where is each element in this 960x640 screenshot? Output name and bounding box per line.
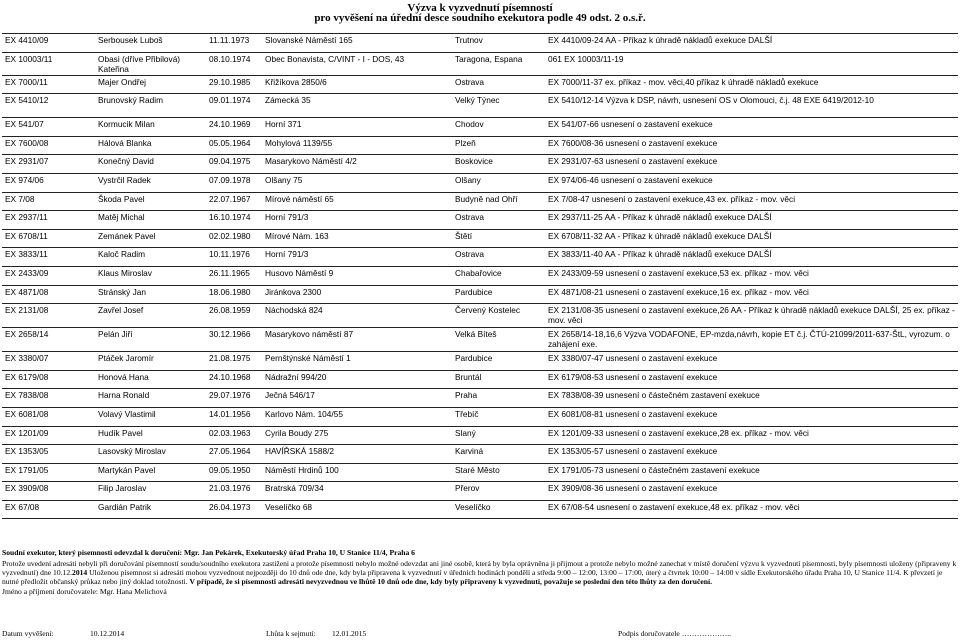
description-cell: EX 7/08-47 usnesení o zastavení exekuce,43 ex. příkaz - mov. věci — [545, 192, 958, 211]
file-number-cell: EX 10003/11 — [2, 52, 95, 75]
city-cell: Plzeň — [452, 136, 545, 155]
city-cell: Chodov — [452, 118, 545, 137]
table-row — [2, 285, 958, 304]
notice-text-year: 2014 — [72, 568, 88, 578]
table-row — [2, 426, 958, 445]
table-row — [2, 229, 958, 248]
file-number-cell: EX 67/08 — [2, 500, 95, 519]
birth-date-cell: 21.08.1975 — [206, 352, 262, 371]
name-cell: Ptáček Jaromír — [95, 352, 206, 371]
table-row — [2, 370, 958, 389]
address-cell: Pernštýnské Náměstí 1 — [262, 352, 452, 371]
address-cell: Obec Bonavista, C/VINT - I - DOS, 43 — [262, 52, 452, 75]
name-cell: Kaloč Radim — [95, 248, 206, 267]
name-cell: Kormucik Milan — [95, 118, 206, 137]
name-cell: Škoda Pavel — [95, 192, 206, 211]
birth-date-cell: 02.02.1980 — [206, 229, 262, 248]
birth-date-cell: 08.10.1974 — [206, 52, 262, 75]
birth-date-cell: 18.06.1980 — [206, 285, 262, 304]
file-number-cell: EX 2931/07 — [2, 155, 95, 174]
birth-date-cell: 09.04.1975 — [206, 155, 262, 174]
table-row — [2, 94, 958, 118]
birth-date-cell: 29.10.1985 — [206, 75, 262, 94]
description-cell: EX 6708/11-32 AA - Příkaz k úhradě nákladů exekuce DALŠÍ — [545, 229, 958, 248]
city-cell: Ostrava — [452, 75, 545, 94]
description-cell: EX 6179/08-53 usnesení o zastavení exekuce — [545, 370, 958, 389]
address-cell: Mohylová 1139/55 — [262, 136, 452, 155]
name-cell: Pelán Jiří — [95, 328, 206, 352]
address-cell: Jiránkova 2300 — [262, 285, 452, 304]
table-row — [2, 389, 958, 408]
description-cell: EX 2131/08-35 usnesení o zastavení exekuce,26 AA - Příkaz k úhradě nákladů exekuce DALŠÍ, 25 ex. příkaz - mov. věci — [545, 304, 958, 328]
city-cell: Veselíčko — [452, 500, 545, 519]
name-cell: Konečný David — [95, 155, 206, 174]
name-cell: Stránský Jan — [95, 285, 206, 304]
address-cell: Zámecká 35 — [262, 94, 452, 118]
table-row — [2, 500, 958, 519]
table-row — [2, 211, 958, 230]
description-cell: EX 1791/05-73 usnesení o částečném zastavení exekuce — [545, 463, 958, 482]
name-cell: Hudík Pavel — [95, 426, 206, 445]
document-subtitle: pro vyvěšení na úřední desce soudního exekutora podle 49 odst. 2 o.s.ř. — [314, 12, 646, 24]
file-number-cell: EX 1791/05 — [2, 463, 95, 482]
birth-date-cell: 02.03.1963 — [206, 426, 262, 445]
description-cell: 061 EX 10003/11-19 — [545, 52, 958, 75]
description-cell: EX 67/08-54 usnesení o zastavení exekuce,48 ex. příkaz - mov. věci — [545, 500, 958, 519]
address-cell: Cyrila Boudy 275 — [262, 426, 452, 445]
table-row — [2, 248, 958, 267]
name-cell: Honová Hana — [95, 370, 206, 389]
birth-date-cell: 24.10.1969 — [206, 118, 262, 137]
table-row — [2, 266, 958, 285]
file-number-cell: EX 1201/09 — [2, 426, 95, 445]
file-number-cell: EX 5410/12 — [2, 94, 95, 118]
name-cell: Matěj Michal — [95, 211, 206, 230]
deliverer-signature: Podpis doručovatele ……………….. — [618, 629, 732, 638]
city-cell: Velký Týnec — [452, 94, 545, 118]
city-cell: Pardubice — [452, 352, 545, 371]
description-cell: EX 5410/12-14 Výzva k DSP, návrh, usnesení OS v Olomouci, č.j. 48 EXE 6419/2012-10 — [545, 94, 958, 118]
name-cell: Klaus Miroslav — [95, 266, 206, 285]
birth-date-cell: 22.07.1967 — [206, 192, 262, 211]
name-cell: Obasi (dříve Přibilová) Kateřina — [95, 52, 206, 75]
file-number-cell: EX 3833/11 — [2, 248, 95, 267]
table-row — [2, 52, 958, 75]
file-number-cell: EX 7600/08 — [2, 136, 95, 155]
table-row — [2, 155, 958, 174]
table-row — [2, 304, 958, 328]
description-cell: EX 7600/08-36 usnesení o zastavení exekuce — [545, 136, 958, 155]
description-cell: EX 3380/07-47 usnesení o zastavení exekuce — [545, 352, 958, 371]
file-number-cell: EX 2658/14 — [2, 328, 95, 352]
address-cell: Náměstí Hrdinů 100 — [262, 463, 452, 482]
description-cell: EX 6081/08-81 usnesení o zastavení exekuce — [545, 407, 958, 426]
notice-text-deadline: V případě, že si písemnosti adresáti nevyzvednou ve lhůtě 10 dnů ode dne, kdy byly připraveny k vyzvednutí, považuje se poslední den této lhůty za den doručení. — [189, 577, 712, 587]
birth-date-cell: 24.10.1968 — [206, 370, 262, 389]
city-cell: Ostrava — [452, 211, 545, 230]
address-cell: Olšany 75 — [262, 173, 452, 192]
description-cell: EX 3833/11-40 AA - Příkaz k úhradě nákladů exekuce DALŠÍ — [545, 248, 958, 267]
description-cell: EX 2433/09-59 usnesení o zastavení exekuce,53 ex. příkaz - mov. věci — [545, 266, 958, 285]
notice-text — [2, 559, 958, 596]
birth-date-cell: 05.05.1964 — [206, 136, 262, 155]
notice-text-part1: Protože uvedení adresáti nebyli při doručování písemností soudu/soudního exekutora zastiženi a protože písemnosti nebylo možné odevzdat ani jiné osobě, která by byla oprávněna ji přijmout a protože nebylo možné zanechat v místě doručení výzvu k vyzvednutí písemnosti, byly písemnosti uloženy (připraveny k vyzvednutí) dne 10.12. — [2, 559, 957, 578]
city-cell: Štětí — [452, 229, 545, 248]
file-number-cell: EX 3380/07 — [2, 352, 95, 371]
address-cell: Mírové náměstí 65 — [262, 192, 452, 211]
notice-table — [2, 33, 958, 519]
address-cell: Horní 791/3 — [262, 248, 452, 267]
birth-date-cell: 14.01.1956 — [206, 407, 262, 426]
table-row — [2, 352, 958, 371]
birth-date-cell: 09.01.1974 — [206, 94, 262, 118]
city-cell: Trutnov — [452, 34, 545, 53]
table-row — [2, 75, 958, 94]
document-title: Výzva k vyzvednutí písemností — [407, 2, 553, 14]
address-cell: Husovo Náměstí 9 — [262, 266, 452, 285]
description-cell: EX 974/06-46 usnesení o zastavení exekuce — [545, 173, 958, 192]
posting-date-label: Datum vyvěšení: — [2, 629, 54, 638]
file-number-cell: EX 6708/11 — [2, 229, 95, 248]
address-cell: Veselíčko 68 — [262, 500, 452, 519]
file-number-cell: EX 7000/11 — [2, 75, 95, 94]
city-cell: Boskovice — [452, 155, 545, 174]
birth-date-cell: 26.04.1973 — [206, 500, 262, 519]
name-cell: Brunovský Radim — [95, 94, 206, 118]
city-cell: Pardubice — [452, 285, 545, 304]
birth-date-cell: 09.05.1950 — [206, 463, 262, 482]
address-cell: Mírové Nám. 163 — [262, 229, 452, 248]
file-number-cell: EX 6179/08 — [2, 370, 95, 389]
description-cell: EX 2658/14-18,16,6 Výzva VODAFONE, EP-mzda,návrh, kopie ET č.j. ČTÚ-21099/2011-637-ŠtL, vyrozum. o zahájení exe. — [545, 328, 958, 352]
address-cell: Bratrská 709/34 — [262, 482, 452, 501]
city-cell: Karviná — [452, 445, 545, 464]
address-cell: Slovanské Náměstí 165 — [262, 34, 452, 53]
name-cell: Zemánek Pavel — [95, 229, 206, 248]
notice-text-part2: Uloženou písemnost si adresáti mohou vyzvednout nejpozději do 10 dnů ode dne, kdy byla připravena k vyzvednutí v úředních hodinách pondělí a středa 9:00 – 12:00, 13:00 – 17:00, úterý a čtvrtek 10:00 – 14:00 v sídle Exekutorského úřadu Praha 10, U Stanice 11/4. K převzetí je nutné předložit občanský průkaz nebo jiný doklad totožnosti. — [2, 568, 943, 587]
city-cell: Ostrava — [452, 248, 545, 267]
address-cell: Ječná 546/17 — [262, 389, 452, 408]
table-row — [2, 407, 958, 426]
birth-date-cell: 11.11.1973 — [206, 34, 262, 53]
birth-date-cell: 07.09.1978 — [206, 173, 262, 192]
table-row — [2, 192, 958, 211]
name-cell: Filip Jaroslav — [95, 482, 206, 501]
table-row — [2, 136, 958, 155]
city-cell: Olšany — [452, 173, 545, 192]
executor-info: Soudní exekutor, který písemnosti odevzdal k doručení: Mgr. Jan Pekárek, Exekutorský úřad Praha 10, U Stanice 11/4, Praha 6 — [2, 548, 415, 557]
city-cell: Slaný — [452, 426, 545, 445]
name-cell: Martykán Pavel — [95, 463, 206, 482]
description-cell: EX 2937/11-25 AA - Příkaz k úhradě nákladů exekuce DALŠÍ — [545, 211, 958, 230]
file-number-cell: EX 7/08 — [2, 192, 95, 211]
name-cell: Serbousek Luboš — [95, 34, 206, 53]
table-row — [2, 328, 958, 352]
address-cell: Horní 371 — [262, 118, 452, 137]
city-cell: Bruntál — [452, 370, 545, 389]
birth-date-cell: 16.10.1974 — [206, 211, 262, 230]
table-row — [2, 34, 958, 53]
name-cell: Harna Ronald — [95, 389, 206, 408]
removal-deadline-value: 12.01.2015 — [332, 629, 367, 638]
table-row — [2, 445, 958, 464]
name-cell: Volavý Vlastimil — [95, 407, 206, 426]
city-cell: Budyně nad Ohří — [452, 192, 545, 211]
file-number-cell: EX 4410/09 — [2, 34, 95, 53]
city-cell: Staré Město — [452, 463, 545, 482]
address-cell: Náchodská 824 — [262, 304, 452, 328]
city-cell: Chabařovice — [452, 266, 545, 285]
city-cell: Praha — [452, 389, 545, 408]
deliverer-name: Jméno a příjmení doručovatele: Mgr. Hana Melichová — [2, 586, 167, 596]
name-cell: Vystrčil Radek — [95, 173, 206, 192]
file-number-cell: EX 6081/08 — [2, 407, 95, 426]
birth-date-cell: 29.07.1976 — [206, 389, 262, 408]
table-row — [2, 463, 958, 482]
notice-table-body — [2, 34, 958, 519]
file-number-cell: EX 1353/05 — [2, 445, 95, 464]
description-cell: EX 541/07-66 usnesení o zastavení exekuce — [545, 118, 958, 137]
description-cell: EX 4871/08-21 usnesení o zastavení exekuce,16 ex. příkaz - mov. věci — [545, 285, 958, 304]
city-cell: Červený Kostelec — [452, 304, 545, 328]
description-cell: EX 2931/07-63 usnesení o zastavení exekuce — [545, 155, 958, 174]
posting-date-value: 10.12.2014 — [90, 629, 125, 638]
description-cell: EX 7000/11-37 ex. příkaz - mov. věci,40 příkaz k úhradě nákladů exekuce — [545, 75, 958, 94]
file-number-cell: EX 3909/08 — [2, 482, 95, 501]
birth-date-cell: 26.08.1959 — [206, 304, 262, 328]
address-cell: Masarykovo Náměstí 4/2 — [262, 155, 452, 174]
address-cell: Masarykovo náměstí 87 — [262, 328, 452, 352]
city-cell: Přerov — [452, 482, 545, 501]
description-cell: EX 1353/05-57 usnesení o zastavení exekuce — [545, 445, 958, 464]
description-cell: EX 1201/09-33 usnesení o zastavení exekuce,28 ex. příkaz - mov. věci — [545, 426, 958, 445]
name-cell: Majer Ondřej — [95, 75, 206, 94]
birth-date-cell: 10.11.1976 — [206, 248, 262, 267]
city-cell: Taragona, Espana — [452, 52, 545, 75]
file-number-cell: EX 7838/08 — [2, 389, 95, 408]
birth-date-cell: 21.03.1976 — [206, 482, 262, 501]
city-cell: Třebíč — [452, 407, 545, 426]
name-cell: Zavřel Josef — [95, 304, 206, 328]
address-cell: Křižíkova 2850/6 — [262, 75, 452, 94]
birth-date-cell: 27.05.1964 — [206, 445, 262, 464]
file-number-cell: EX 4871/08 — [2, 285, 95, 304]
file-number-cell: EX 974/06 — [2, 173, 95, 192]
birth-date-cell: 26.11.1965 — [206, 266, 262, 285]
name-cell: Hálová Blanka — [95, 136, 206, 155]
file-number-cell: EX 2131/08 — [2, 304, 95, 328]
file-number-cell: EX 2937/11 — [2, 211, 95, 230]
address-cell: Nádražní 994/20 — [262, 370, 452, 389]
address-cell: Horní 791/3 — [262, 211, 452, 230]
address-cell: HAVÍŘSKÁ 1588/2 — [262, 445, 452, 464]
file-number-cell: EX 2433/09 — [2, 266, 95, 285]
city-cell: Velká Bíteš — [452, 328, 545, 352]
description-cell: EX 3909/08-36 usnesení o zastavení exekuce — [545, 482, 958, 501]
birth-date-cell: 30.12.1966 — [206, 328, 262, 352]
name-cell: Gardián Patrik — [95, 500, 206, 519]
table-row — [2, 173, 958, 192]
name-cell: Lasovský Miroslav — [95, 445, 206, 464]
description-cell: EX 7838/08-39 usnesení o částečném zastavení exekuce — [545, 389, 958, 408]
table-row — [2, 118, 958, 137]
description-cell: EX 4410/09-24 AA - Příkaz k úhradě nákladů exekuce DALŠÍ — [545, 34, 958, 53]
removal-deadline-label: Lhůta k sejmutí: — [266, 629, 316, 638]
address-cell: Karlovo Nám. 104/55 — [262, 407, 452, 426]
table-row — [2, 482, 958, 501]
file-number-cell: EX 541/07 — [2, 118, 95, 137]
